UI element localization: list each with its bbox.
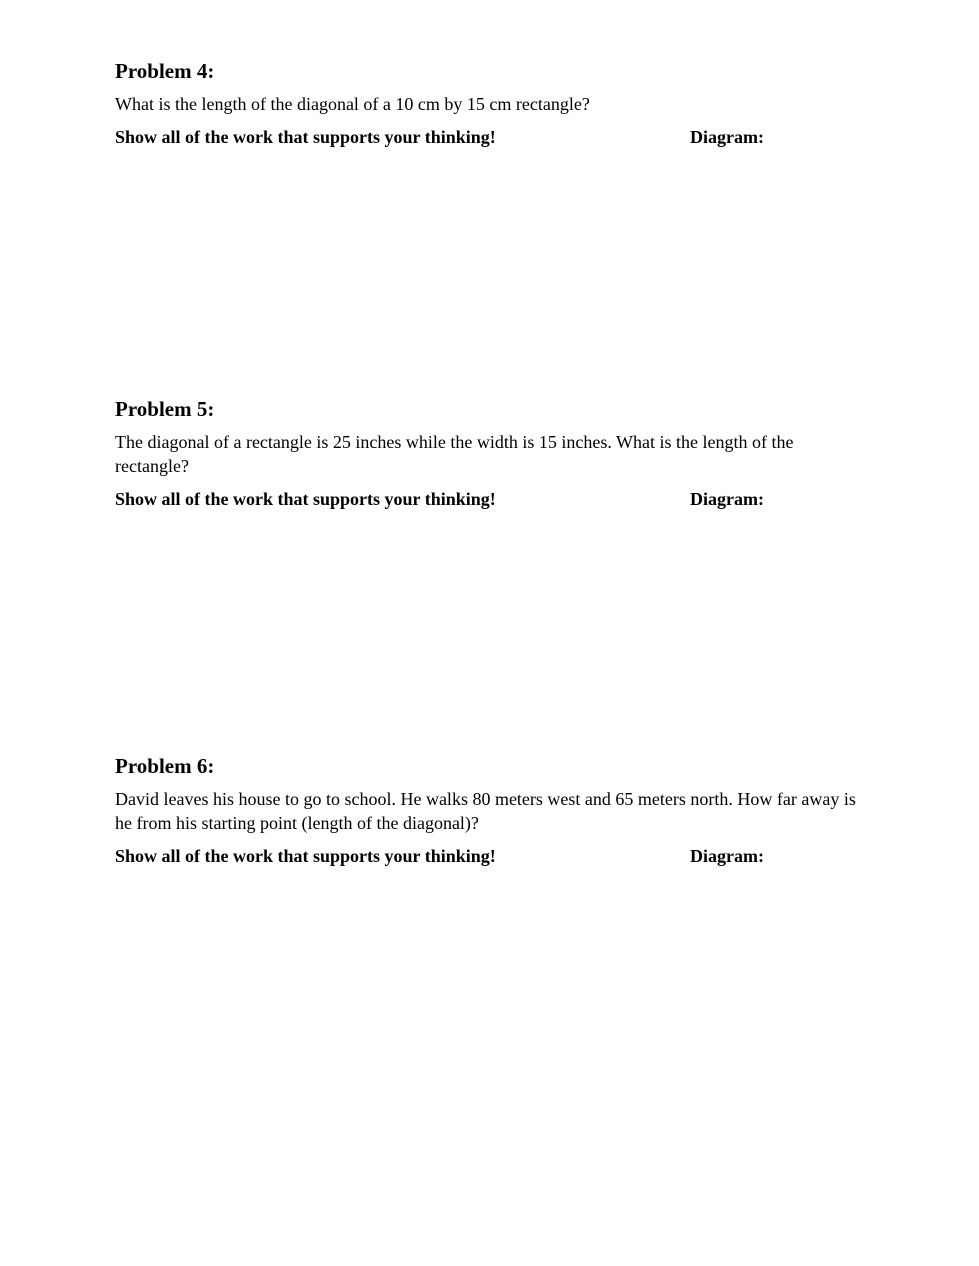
show-work-label: Show all of the work that supports your thinking! [115, 489, 496, 509]
diagram-label: Diagram: [690, 846, 764, 866]
show-work-label: Show all of the work that supports your thinking! [115, 846, 496, 866]
work-row [115, 845, 865, 867]
problem-4 [115, 58, 865, 148]
diagram-label: Diagram: [690, 127, 764, 147]
problem-question: The diagonal of a rectangle is 25 inches while the width is 15 inches. What is the length of the rectangle? [115, 432, 794, 476]
problem-6 [115, 753, 865, 867]
problem-question: What is the length of the diagonal of a 10 cm by 15 cm rectangle? [115, 94, 590, 114]
problem-question: David leaves his house to go to school. He walks 80 meters west and 65 meters north. How far away is he from his starting point (length of the diagonal)? [115, 789, 856, 833]
diagram-label: Diagram: [690, 489, 764, 509]
problem-title: Problem 5: [115, 397, 215, 421]
problem-title: Problem 6: [115, 754, 215, 778]
work-row [115, 488, 865, 510]
work-row [115, 126, 865, 148]
problem-5 [115, 396, 865, 510]
problem-title: Problem 4: [115, 59, 215, 83]
show-work-label: Show all of the work that supports your thinking! [115, 127, 496, 147]
